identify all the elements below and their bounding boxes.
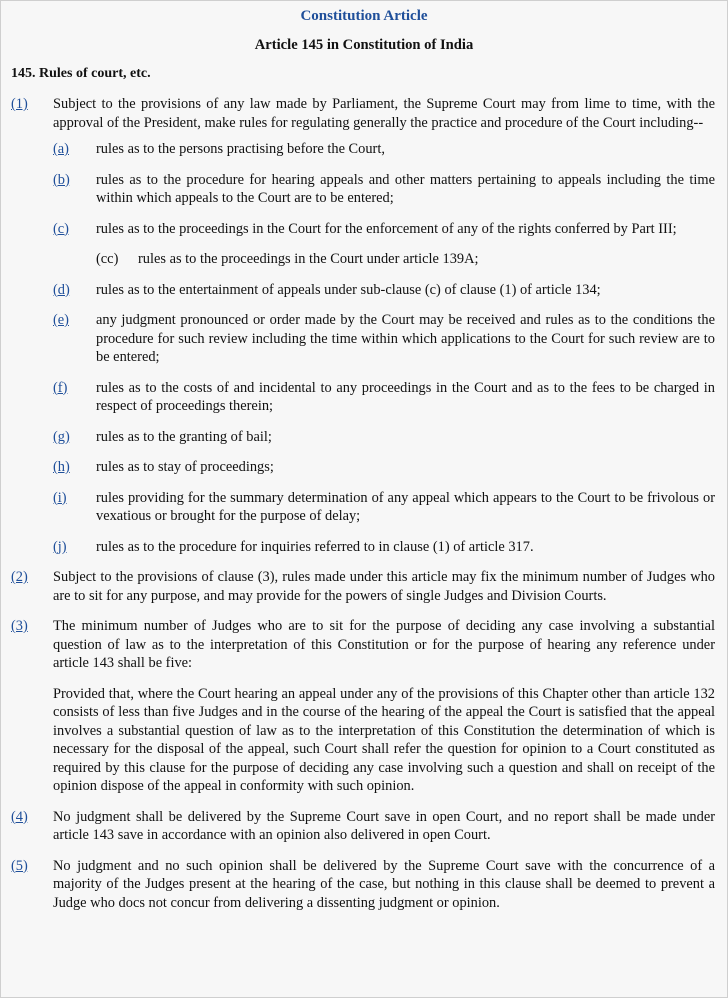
subclause-i-text: rules providing for the summary determination of any appeal which appears to the Court to be frivolous or vexatious or brought for the purpose of delay;: [96, 489, 715, 524]
clause-1: [1, 95, 727, 132]
article-title: Article 145 in Constitution of India: [254, 37, 474, 53]
subclause-f-link[interactable]: (f): [53, 379, 68, 396]
subclause-i: [1, 489, 727, 526]
clause-5-link[interactable]: (5): [11, 857, 28, 874]
clause-2: [1, 568, 727, 605]
subclause-a-text: rules as to the persons practising before the Court,: [96, 141, 385, 157]
clause-2-text: Subject to the provisions of clause (3), rules made under this article may fix the minimum number of Judges who are to sit for any purpose, and may provide for the powers of single Judges and Division Courts.: [53, 569, 715, 604]
subclause-g: [1, 428, 727, 447]
clause-4-link[interactable]: (4): [11, 808, 28, 825]
subclause-i-link[interactable]: (i): [53, 489, 67, 506]
subclause-b: [1, 171, 727, 208]
clause-1-text: Subject to the provisions of any law made by Parliament, the Supreme Court may from lime to time, with the approval of the President, make rules for regulating generally the practice and procedure of the Court including--: [53, 96, 715, 131]
subclause-b-link[interactable]: (b): [53, 171, 70, 188]
section-heading: 145. Rules of court, etc.: [11, 66, 151, 81]
subclause-g-text: rules as to the granting of bail;: [96, 428, 272, 445]
subclause-j-text: rules as to the procedure for inquiries referred to in clause (1) of article 317.: [96, 538, 534, 555]
clause-5-text: No judgment and no such opinion shall be delivered by the Supreme Court save with the concurrence of a majority of the Judges present at the hearing of the case, but nothing in this clause shall be deemed to prevent a Judge who docs not concur from delivering a dissenting judgment or opinion.: [53, 857, 715, 911]
subclause-d-link[interactable]: (d): [53, 281, 70, 298]
subclause-cc: [1, 250, 727, 269]
subclause-f-text: rules as to the costs of and incidental to any proceedings in the Court and as to the fees to be charged in respect of proceedings therein;: [96, 379, 715, 414]
clause-3-link[interactable]: (3): [11, 618, 28, 634]
article-body: [1, 95, 727, 912]
subclause-e-link[interactable]: (e): [53, 312, 69, 328]
subclause-e-text: any judgment pronounced or order made by the Court may be received and rules as to the conditions the procedure for such review including the time within which applications to the Court for such review are to be entered;: [96, 312, 715, 365]
clause-3-text: The minimum number of Judges who are to sit for the purpose of deciding any case involving a substantial question of law as to the interpretation of this Constitution or for the purpose of hearing any reference under article 143 shall be five:: [53, 618, 715, 671]
clause-4: [1, 808, 727, 845]
subclause-a-link[interactable]: (a): [53, 141, 69, 157]
clause-3: [1, 617, 727, 673]
subclause-f: [1, 379, 727, 416]
subclause-h: [1, 458, 727, 477]
page: [1, 1, 727, 997]
subclause-c: [1, 220, 727, 239]
subclause-a: [1, 140, 727, 159]
clause-4-text: No judgment shall be delivered by the Supreme Court save in open Court, and no report shall be made under article 143 save in accordance with an opinion also delivered in open Court.: [53, 808, 715, 843]
clause-3-proviso: Provided that, where the Court hearing an appeal under any of the provisions of this Chapter other than article 132 consists of less than five Judges and in the course of the hearing of the appeal the Court is satisfied that the appeal involves a substantial question of law as to the interpretation of this Constitution the determination of which is necessary for the disposal of the appeal, such Court shall refer the question for opinion to a Court constituted as required by this clause for the purpose of deciding any case involving such a question and shall on receipt of the opinion dispose of the appeal in conformity with such opinion.: [53, 685, 715, 794]
subclause-h-link[interactable]: (h): [53, 459, 70, 475]
subclause-j-link[interactable]: (j): [53, 538, 67, 555]
subclause-d: [1, 281, 727, 300]
clause-2-link[interactable]: (2): [11, 569, 28, 585]
subclause-h-text: rules as to stay of proceedings;: [96, 459, 274, 475]
subclause-g-link[interactable]: (g): [53, 428, 70, 445]
subclause-b-text: rules as to the procedure for hearing appeals and other matters pertaining to appeals including the time within which appeals to the Court are to be entered;: [96, 171, 715, 206]
clause-5: [1, 857, 727, 913]
clause-1-link[interactable]: (1): [11, 96, 28, 112]
subclause-d-text: rules as to the entertainment of appeals under sub-clause (c) of clause (1) of article 134;: [96, 281, 601, 298]
subclause-cc-label: (cc): [96, 251, 119, 267]
subclause-cc-text: rules as to the proceedings in the Court under article 139A;: [138, 251, 479, 267]
subclause-c-text: rules as to the proceedings in the Court for the enforcement of any of the rights conferred by Part III;: [96, 220, 677, 237]
subclause-j: [1, 538, 727, 557]
site-title[interactable]: Constitution Article: [300, 8, 428, 24]
subclause-c-link[interactable]: (c): [53, 220, 69, 237]
subclause-e: [1, 311, 727, 367]
